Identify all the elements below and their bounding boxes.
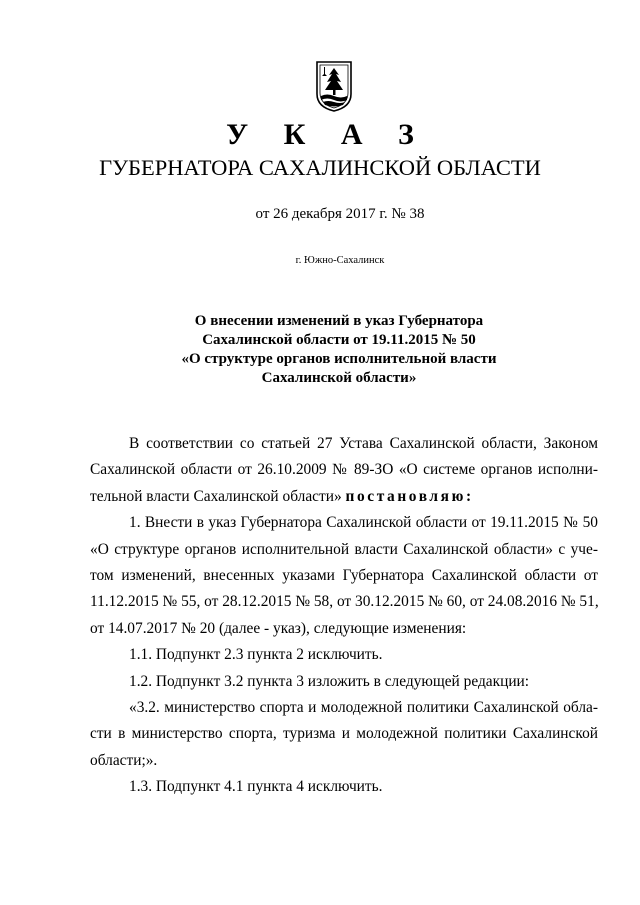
preamble-text: тельной власти Сахалинской области» <box>90 487 346 505</box>
item-1-line: от 14.07.2017 № 20 (далее - указ), следующие изменения: <box>90 619 467 637</box>
item-1-line: «О структуре органов исполнительной власти Сахалинской области» с уче- <box>90 540 598 558</box>
heading-line: «О структуре органов исполнительной власти <box>181 351 497 367</box>
item-1-1: 1.1. Подпункт 2.3 пункта 2 исключить. <box>129 646 383 664</box>
preamble-line <box>90 484 598 510</box>
coat-of-arms-icon <box>315 60 353 112</box>
document-heading <box>0 312 640 388</box>
item-1-line: том изменений, внесенных указами Губернатора Сахалинской области от <box>90 566 598 584</box>
item-1-3: 1.3. Подпункт 4.1 пункта 4 исключить. <box>129 778 383 796</box>
heading-line: О внесении изменений в указ Губернатора <box>194 313 484 329</box>
document-type-title: У К А З <box>226 118 428 151</box>
quote-line: «3.2. министерство спорта и молодежной политики Сахалинской обла- <box>129 698 598 716</box>
document-city: г. Южно-Сахалинск <box>295 255 385 266</box>
heading-line: Сахалинской области от 19.11.2015 № 50 <box>202 332 476 348</box>
document-body <box>90 431 598 800</box>
preamble-line: В соответствии со статьей 27 Устава Сахалинской области, Законом <box>129 435 598 452</box>
resolve-keyword: постановляю: <box>345 487 474 505</box>
item-1-2: 1.2. Подпункт 3.2 пункта 3 изложить в следующей редакции: <box>129 672 530 690</box>
item-1-line: 1. Внести в указ Губернатора Сахалинской области от 19.11.2015 № 50 <box>129 514 598 532</box>
document-date-number: от 26 декабря 2017 г. № 38 <box>255 206 425 222</box>
preamble-line: Сахалинской области от 26.10.2009 № 89-ЗО «О системе органов исполни- <box>90 461 598 479</box>
quote-line: сти в министерство спорта, туризма и молодежной политики Сахалинской <box>90 725 598 743</box>
heading-line: Сахалинской области» <box>261 370 417 386</box>
item-1-line: 11.12.2015 № 55, от 28.12.2015 № 58, от 30.12.2015 № 60, от 24.08.2016 № 51, <box>90 593 599 611</box>
quote-line: области;». <box>90 751 158 769</box>
issuer-title: ГУБЕРНАТОРА САХАЛИНСКОЙ ОБЛАСТИ <box>99 155 541 180</box>
